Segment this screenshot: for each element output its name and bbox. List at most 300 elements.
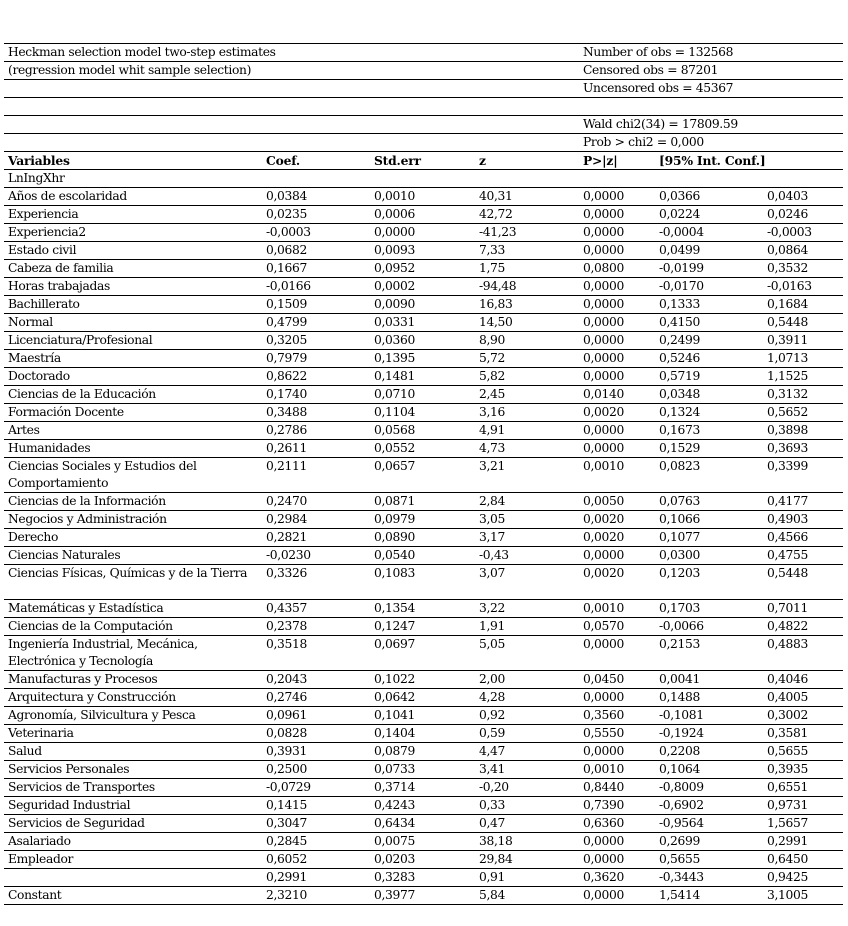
coef-value: 0,1415 <box>266 798 307 812</box>
stderr-value: 0,0642 <box>374 690 415 704</box>
ci-upper: 0,3399 <box>767 459 808 473</box>
ci-lower: 0,1488 <box>659 690 700 704</box>
table-row <box>4 296 843 314</box>
coef-value: 0,8622 <box>266 369 307 383</box>
ci-lower: 0,1064 <box>659 762 700 776</box>
stderr-value: 0,0879 <box>374 744 415 758</box>
p-value: 0,0020 <box>583 566 624 580</box>
variable-name: Formación Docente <box>8 405 124 419</box>
column-header-row <box>4 152 843 170</box>
coef-value: -0,0729 <box>266 780 311 794</box>
z-value: 3,17 <box>479 530 505 544</box>
stderr-value: 0,1022 <box>374 672 415 686</box>
ci-upper: 0,0864 <box>767 243 808 257</box>
stderr-value: 0,0360 <box>374 333 415 347</box>
z-value: 4,73 <box>479 441 505 455</box>
ci-lower: 1,5414 <box>659 888 700 902</box>
ci-lower: 0,0224 <box>659 207 700 221</box>
stderr-value: 0,0871 <box>374 494 415 508</box>
variable-name: Servicios de Seguridad <box>8 816 145 830</box>
censored-obs: Censored obs = 87201 <box>583 63 719 77</box>
z-value: 3,05 <box>479 512 505 526</box>
p-value: 0,6360 <box>583 816 624 830</box>
ci-upper: 0,4822 <box>767 619 808 633</box>
table-row <box>4 797 843 815</box>
table-row <box>4 815 843 833</box>
variable-name: Ciencias de la Información <box>8 494 166 508</box>
stderr-value: 0,0006 <box>374 207 415 221</box>
p-value: 0,0570 <box>583 619 624 633</box>
variable-name: Asalariado <box>8 834 71 848</box>
ci-upper: 0,6551 <box>767 780 808 794</box>
coef-value: 0,2500 <box>266 762 307 776</box>
variable-name: Experiencia <box>8 207 79 221</box>
z-value: 4,28 <box>479 690 505 704</box>
meta-row-2 <box>4 62 843 80</box>
meta-row-1 <box>4 44 843 62</box>
p-value: 0,0000 <box>583 637 624 651</box>
table-row <box>4 206 843 224</box>
coef-value: -0,0166 <box>266 279 311 293</box>
prob-chi2: Prob > chi2 = 0,000 <box>583 135 704 149</box>
z-value: 7,33 <box>479 243 505 257</box>
coef-value: 0,3518 <box>266 637 307 651</box>
p-value: 0,0000 <box>583 834 624 848</box>
stderr-value: 0,0540 <box>374 548 415 562</box>
ci-upper: 0,4883 <box>767 637 808 651</box>
variable-name: Doctorado <box>8 369 70 383</box>
coef-value: 0,3488 <box>266 405 307 419</box>
table-row <box>4 636 843 671</box>
table-row <box>4 242 843 260</box>
ci-upper: 0,3002 <box>767 708 808 722</box>
variable-name: Humanidades <box>8 441 91 455</box>
variable-name: Agronomía, Silvicultura y Pesca <box>8 708 196 722</box>
stderr-value: 0,0979 <box>374 512 415 526</box>
stderr-value: 0,1041 <box>374 708 415 722</box>
z-value: 2,00 <box>479 672 505 686</box>
number-of-obs: Number of obs = 132568 <box>583 45 734 59</box>
z-value: 5,82 <box>479 369 505 383</box>
z-value: 0,33 <box>479 798 505 812</box>
stderr-value: 0,0733 <box>374 762 415 776</box>
z-value: 3,22 <box>479 601 505 615</box>
meta-row-4 <box>4 116 843 134</box>
coef-value: -0,0003 <box>266 225 311 239</box>
ci-upper: 0,5448 <box>767 315 808 329</box>
variable-name: Licenciatura/Profesional <box>8 333 153 347</box>
table-row <box>4 833 843 851</box>
coef-value: 0,3047 <box>266 816 307 830</box>
z-value: -0,43 <box>479 548 509 562</box>
ci-upper: 0,0403 <box>767 189 808 203</box>
stderr-value: 0,3283 <box>374 870 415 884</box>
ci-lower: 0,0041 <box>659 672 700 686</box>
variable-name: Ciencias de la Educación <box>8 387 156 401</box>
table-row <box>4 332 843 350</box>
ci-upper: 0,1684 <box>767 297 808 311</box>
z-value: 1,91 <box>479 619 505 633</box>
variable-name: Horas trabajadas <box>8 279 110 293</box>
p-value: 0,0010 <box>583 762 624 776</box>
variable-name: Salud <box>8 744 42 758</box>
section-label: LnIngXhr <box>8 171 65 185</box>
coef-value: 0,2984 <box>266 512 307 526</box>
ci-upper: 0,3581 <box>767 726 808 740</box>
col-z: z <box>479 153 486 168</box>
variable-name: Maestría <box>8 351 61 365</box>
stderr-value: 0,0331 <box>374 315 415 329</box>
z-value: 2,45 <box>479 387 505 401</box>
coef-value: 0,2378 <box>266 619 307 633</box>
variable-name: Negocios y Administración <box>8 512 167 526</box>
ci-upper: -0,0003 <box>767 225 812 239</box>
coef-value: 0,1740 <box>266 387 307 401</box>
coef-value: 0,4357 <box>266 601 307 615</box>
p-value: 0,0000 <box>583 207 624 221</box>
table-row <box>4 725 843 743</box>
variable-name: Estado civil <box>8 243 77 257</box>
p-value: 0,0000 <box>583 189 624 203</box>
z-value: 40,31 <box>479 189 513 203</box>
table-row <box>4 493 843 511</box>
z-value: 5,05 <box>479 637 505 651</box>
coef-value: 0,0828 <box>266 726 307 740</box>
coef-value: -0,0230 <box>266 548 311 562</box>
ci-lower: 0,5655 <box>659 852 700 866</box>
coef-value: 0,2991 <box>266 870 307 884</box>
ci-upper: -0,0163 <box>767 279 812 293</box>
variable-name: Ciencias Físicas, Químicas y de la Tierra <box>8 566 248 580</box>
ci-upper: 0,5655 <box>767 744 808 758</box>
variable-name: Artes <box>8 423 40 437</box>
z-value: 1,75 <box>479 261 505 275</box>
coef-value: 0,0384 <box>266 189 307 203</box>
variable-name: Ciencias de la Computación <box>8 619 173 633</box>
table-row <box>4 404 843 422</box>
z-value: 0,92 <box>479 708 505 722</box>
ci-upper: 0,9731 <box>767 798 808 812</box>
variable-name: Cabeza de familia <box>8 261 114 275</box>
variable-name: Ingeniería Industrial, Mecánica, Electrónica y Tecnología <box>8 637 198 668</box>
table-row <box>4 529 843 547</box>
coef-value: 0,3205 <box>266 333 307 347</box>
p-value: 0,0000 <box>583 315 624 329</box>
p-value: 0,3620 <box>583 870 624 884</box>
p-value: 0,0000 <box>583 423 624 437</box>
ci-lower: 0,1673 <box>659 423 700 437</box>
variable-name: Arquitectura y Construcción <box>8 690 176 704</box>
table-row <box>4 851 843 869</box>
col-variables: Variables <box>8 153 70 168</box>
table-row <box>4 458 843 493</box>
p-value: 0,0000 <box>583 279 624 293</box>
stderr-value: 0,0093 <box>374 243 415 257</box>
table-row <box>4 779 843 797</box>
coef-value: 0,2470 <box>266 494 307 508</box>
stderr-value: 0,6434 <box>374 816 415 830</box>
ci-lower: 0,1203 <box>659 566 700 580</box>
ci-upper: 0,4903 <box>767 512 808 526</box>
p-value: 0,0800 <box>583 261 624 275</box>
heckman-results-table <box>4 43 843 905</box>
p-value: 0,7390 <box>583 798 624 812</box>
ci-lower: -0,1081 <box>659 708 704 722</box>
ci-lower: -0,0170 <box>659 279 704 293</box>
ci-lower: -0,1924 <box>659 726 704 740</box>
ci-upper: 1,5657 <box>767 816 808 830</box>
col-stderr: Std.err <box>374 153 421 168</box>
stderr-value: 0,0010 <box>374 189 415 203</box>
stderr-value: 0,0697 <box>374 637 415 651</box>
p-value: 0,0000 <box>583 225 624 239</box>
p-value: 0,0000 <box>583 333 624 347</box>
table-row <box>4 887 843 905</box>
p-value: 0,8440 <box>583 780 624 794</box>
coef-value: 0,2845 <box>266 834 307 848</box>
p-value: 0,0000 <box>583 369 624 383</box>
ci-upper: 0,4566 <box>767 530 808 544</box>
coef-value: 0,6052 <box>266 852 307 866</box>
z-value: 0,59 <box>479 726 505 740</box>
z-value: 3,21 <box>479 459 505 473</box>
table-row <box>4 689 843 707</box>
ci-lower: 0,1077 <box>659 530 700 544</box>
ci-lower: -0,0066 <box>659 619 704 633</box>
z-value: 0,47 <box>479 816 505 830</box>
ci-lower: -0,8009 <box>659 780 704 794</box>
p-value: 0,0000 <box>583 888 624 902</box>
table-row <box>4 368 843 386</box>
p-value: 0,5550 <box>583 726 624 740</box>
stderr-value: 0,4243 <box>374 798 415 812</box>
section-label-row <box>4 170 843 188</box>
ci-lower: 0,0348 <box>659 387 700 401</box>
stderr-value: 0,1395 <box>374 351 415 365</box>
ci-lower: 0,1324 <box>659 405 700 419</box>
table-row <box>4 260 843 278</box>
ci-upper: 0,3532 <box>767 261 808 275</box>
stderr-value: 0,1354 <box>374 601 415 615</box>
coef-value: 0,3326 <box>266 566 307 580</box>
ci-upper: 0,3935 <box>767 762 808 776</box>
uncensored-obs: Uncensored obs = 45367 <box>583 81 734 95</box>
stderr-value: 0,0000 <box>374 225 415 239</box>
p-value: 0,0000 <box>583 690 624 704</box>
stderr-value: 0,0710 <box>374 387 415 401</box>
ci-lower: 0,2699 <box>659 834 700 848</box>
coef-value: 0,2821 <box>266 530 307 544</box>
table-row <box>4 224 843 242</box>
p-value: 0,0000 <box>583 351 624 365</box>
stderr-value: 0,1247 <box>374 619 415 633</box>
z-value: 8,90 <box>479 333 505 347</box>
table-row <box>4 511 843 529</box>
table-row <box>4 565 843 600</box>
z-value: 5,84 <box>479 888 505 902</box>
table-row <box>4 761 843 779</box>
ci-upper: 0,0246 <box>767 207 808 221</box>
ci-upper: 0,6450 <box>767 852 808 866</box>
ci-upper: 0,3911 <box>767 333 808 347</box>
ci-upper: 0,9425 <box>767 870 808 884</box>
table-row <box>4 278 843 296</box>
table-row <box>4 671 843 689</box>
table-row <box>4 869 843 887</box>
table-row <box>4 350 843 368</box>
stderr-value: 0,1083 <box>374 566 415 580</box>
ci-upper: 0,4755 <box>767 548 808 562</box>
z-value: 14,50 <box>479 315 513 329</box>
p-value: 0,0450 <box>583 672 624 686</box>
ci-upper: 0,4005 <box>767 690 808 704</box>
ci-upper: 0,2991 <box>767 834 808 848</box>
variable-name: Empleador <box>8 852 74 866</box>
coef-value: 0,0235 <box>266 207 307 221</box>
z-value: 4,91 <box>479 423 505 437</box>
z-value: -41,23 <box>479 225 517 239</box>
z-value: 3,07 <box>479 566 505 580</box>
stderr-value: 0,0952 <box>374 261 415 275</box>
variable-name: Bachillerato <box>8 297 80 311</box>
p-value: 0,0010 <box>583 601 624 615</box>
ci-lower: 0,0499 <box>659 243 700 257</box>
col-p: P>|z| <box>583 153 618 168</box>
coef-value: 0,1509 <box>266 297 307 311</box>
ci-lower: 0,2499 <box>659 333 700 347</box>
coef-value: 0,2611 <box>266 441 307 455</box>
z-value: -0,20 <box>479 780 509 794</box>
stderr-value: 0,0090 <box>374 297 415 311</box>
stderr-value: 0,0203 <box>374 852 415 866</box>
z-value: 3,16 <box>479 405 505 419</box>
variable-name: Normal <box>8 315 53 329</box>
variable-name: Seguridad Industrial <box>8 798 131 812</box>
wald-chi2: Wald chi2(34) = 17809.59 <box>583 117 738 131</box>
table-row <box>4 547 843 565</box>
variable-name: Experiencia2 <box>8 225 86 239</box>
variable-name: Servicios Personales <box>8 762 130 776</box>
table-row <box>4 743 843 761</box>
p-value: 0,0000 <box>583 441 624 455</box>
p-value: 0,0010 <box>583 459 624 473</box>
coef-value: 0,7979 <box>266 351 307 365</box>
ci-lower: -0,6902 <box>659 798 704 812</box>
ci-lower: -0,9564 <box>659 816 704 830</box>
p-value: 0,0140 <box>583 387 624 401</box>
z-value: 5,72 <box>479 351 505 365</box>
p-value: 0,0000 <box>583 852 624 866</box>
table-row <box>4 707 843 725</box>
stderr-value: 0,0890 <box>374 530 415 544</box>
ci-upper: 3,1005 <box>767 888 808 902</box>
z-value: 16,83 <box>479 297 513 311</box>
table-row <box>4 188 843 206</box>
meta-row-5 <box>4 134 843 152</box>
coef-value: 0,0682 <box>266 243 307 257</box>
ci-upper: 0,5448 <box>767 566 808 580</box>
variable-name: Ciencias Naturales <box>8 548 121 562</box>
variable-name: Ciencias Sociales y Estudios del Comportamiento <box>8 459 197 490</box>
z-value: 3,41 <box>479 762 505 776</box>
table-row <box>4 422 843 440</box>
p-value: 0,0000 <box>583 297 624 311</box>
p-value: 0,0020 <box>583 405 624 419</box>
stderr-value: 0,0568 <box>374 423 415 437</box>
ci-lower: 0,2208 <box>659 744 700 758</box>
table-row <box>4 600 843 618</box>
p-value: 0,0050 <box>583 494 624 508</box>
ci-lower: 0,0366 <box>659 189 700 203</box>
meta-row-blank <box>4 98 843 116</box>
coef-value: 0,4799 <box>266 315 307 329</box>
stderr-value: 0,3977 <box>374 888 415 902</box>
variable-name: Matemáticas y Estadística <box>8 601 164 615</box>
table-row <box>4 618 843 636</box>
stderr-value: 0,3714 <box>374 780 415 794</box>
ci-upper: 0,3898 <box>767 423 808 437</box>
z-value: 2,84 <box>479 494 505 508</box>
coef-value: 2,3210 <box>266 888 307 902</box>
col-ci: [95% Int. Conf.] <box>659 153 766 168</box>
ci-lower: -0,0199 <box>659 261 704 275</box>
ci-upper: 1,1525 <box>767 369 808 383</box>
stderr-value: 0,1104 <box>374 405 415 419</box>
z-value: 38,18 <box>479 834 513 848</box>
variable-name: Constant <box>8 888 62 902</box>
ci-upper: 0,3693 <box>767 441 808 455</box>
ci-upper: 0,5652 <box>767 405 808 419</box>
ci-upper: 0,3132 <box>767 387 808 401</box>
coef-value: 0,3931 <box>266 744 307 758</box>
variable-name: Años de escolaridad <box>8 189 127 203</box>
variable-name: Manufacturas y Procesos <box>8 672 158 686</box>
ci-lower: 0,4150 <box>659 315 700 329</box>
ci-upper: 0,4046 <box>767 672 808 686</box>
p-value: 0,0000 <box>583 243 624 257</box>
table-subtitle: (regression model whit sample selection) <box>8 63 252 77</box>
variable-name: Veterinaria <box>8 726 74 740</box>
ci-upper: 1,0713 <box>767 351 808 365</box>
z-value: 4,47 <box>479 744 505 758</box>
p-value: 0,0000 <box>583 548 624 562</box>
z-value: 0,91 <box>479 870 505 884</box>
ci-lower: 0,5246 <box>659 351 700 365</box>
ci-lower: 0,5719 <box>659 369 700 383</box>
ci-lower: 0,1529 <box>659 441 700 455</box>
variable-name: Servicios de Transportes <box>8 780 155 794</box>
ci-lower: 0,2153 <box>659 637 700 651</box>
stderr-value: 0,0657 <box>374 459 415 473</box>
ci-lower: 0,0763 <box>659 494 700 508</box>
ci-upper: 0,4177 <box>767 494 808 508</box>
meta-row-3 <box>4 80 843 98</box>
coef-value: 0,2043 <box>266 672 307 686</box>
p-value: 0,0020 <box>583 512 624 526</box>
coef-value: 0,2746 <box>266 690 307 704</box>
ci-lower: 0,0300 <box>659 548 700 562</box>
ci-lower: -0,0004 <box>659 225 704 239</box>
p-value: 0,3560 <box>583 708 624 722</box>
ci-lower: -0,3443 <box>659 870 704 884</box>
stderr-value: 0,0552 <box>374 441 415 455</box>
stderr-value: 0,1481 <box>374 369 415 383</box>
coef-value: 0,2111 <box>266 459 307 473</box>
coef-value: 0,1667 <box>266 261 307 275</box>
z-value: -94,48 <box>479 279 517 293</box>
table-row <box>4 386 843 404</box>
ci-lower: 0,0823 <box>659 459 700 473</box>
